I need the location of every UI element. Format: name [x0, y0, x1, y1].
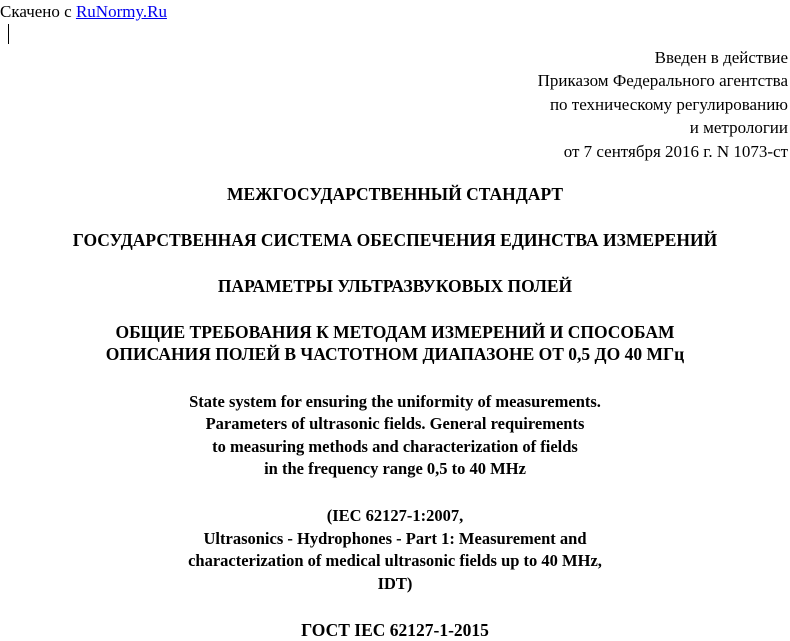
english-title-line-1: State system for ensuring the uniformity of measurements.: [189, 392, 601, 411]
enactment-block: [538, 46, 788, 163]
enactment-line: Приказом Федерального агентства: [537, 71, 788, 91]
standard-title-line-2: ОПИСАНИЯ ПОЛЕЙ В ЧАСТОТНОМ ДИАПАЗОНЕ ОТ 0,5 ДО 40 МГц: [105, 344, 685, 364]
text-cursor: [8, 24, 9, 44]
enactment-line: по техническому регулированию: [549, 94, 788, 114]
downloaded-from-line: [0, 2, 167, 22]
standard-designation: ГОСТ IEC 62127-1-2015: [301, 620, 489, 640]
runormy-link[interactable]: RuNormy.Ru: [75, 2, 167, 21]
iec-reference-line-4: IDT): [377, 574, 413, 593]
downloaded-from-text: Скачено с: [0, 2, 76, 21]
english-title-line-3: to measuring methods and characterization of fields: [212, 437, 578, 456]
iec-reference-line-2: Ultrasonics - Hydrophones - Part 1: Measurement and: [203, 529, 587, 548]
enactment-line: и метрологии: [689, 118, 788, 138]
english-title-line-2: Parameters of ultrasonic fields. General requirements: [205, 414, 585, 433]
standard-system-heading: ГОСУДАРСТВЕННАЯ СИСТЕМА ОБЕСПЕЧЕНИЯ ЕДИНСТВА ИЗМЕРЕНИЙ: [72, 230, 718, 250]
iec-reference-line-1: (IEC 62127-1:2007,: [326, 506, 464, 525]
standard-subject-heading: ПАРАМЕТРЫ УЛЬТРАЗВУКОВЫХ ПОЛЕЙ: [217, 276, 573, 296]
iec-reference-line-3: characterization of medical ultrasonic fields up to 40 MHz,: [188, 551, 602, 570]
standard-title-line-1: ОБЩИЕ ТРЕБОВАНИЯ К МЕТОДАМ ИЗМЕРЕНИЙ И СПОСОБАМ: [115, 322, 675, 342]
enactment-line: Введен в действие: [654, 48, 788, 67]
english-title-line-4: in the frequency range 0,5 to 40 MHz: [264, 459, 526, 478]
enactment-line: от 7 сентября 2016 г. N 1073-ст: [563, 141, 788, 161]
standard-type-heading: МЕЖГОСУДАРСТВЕННЫЙ СТАНДАРТ: [226, 184, 564, 204]
